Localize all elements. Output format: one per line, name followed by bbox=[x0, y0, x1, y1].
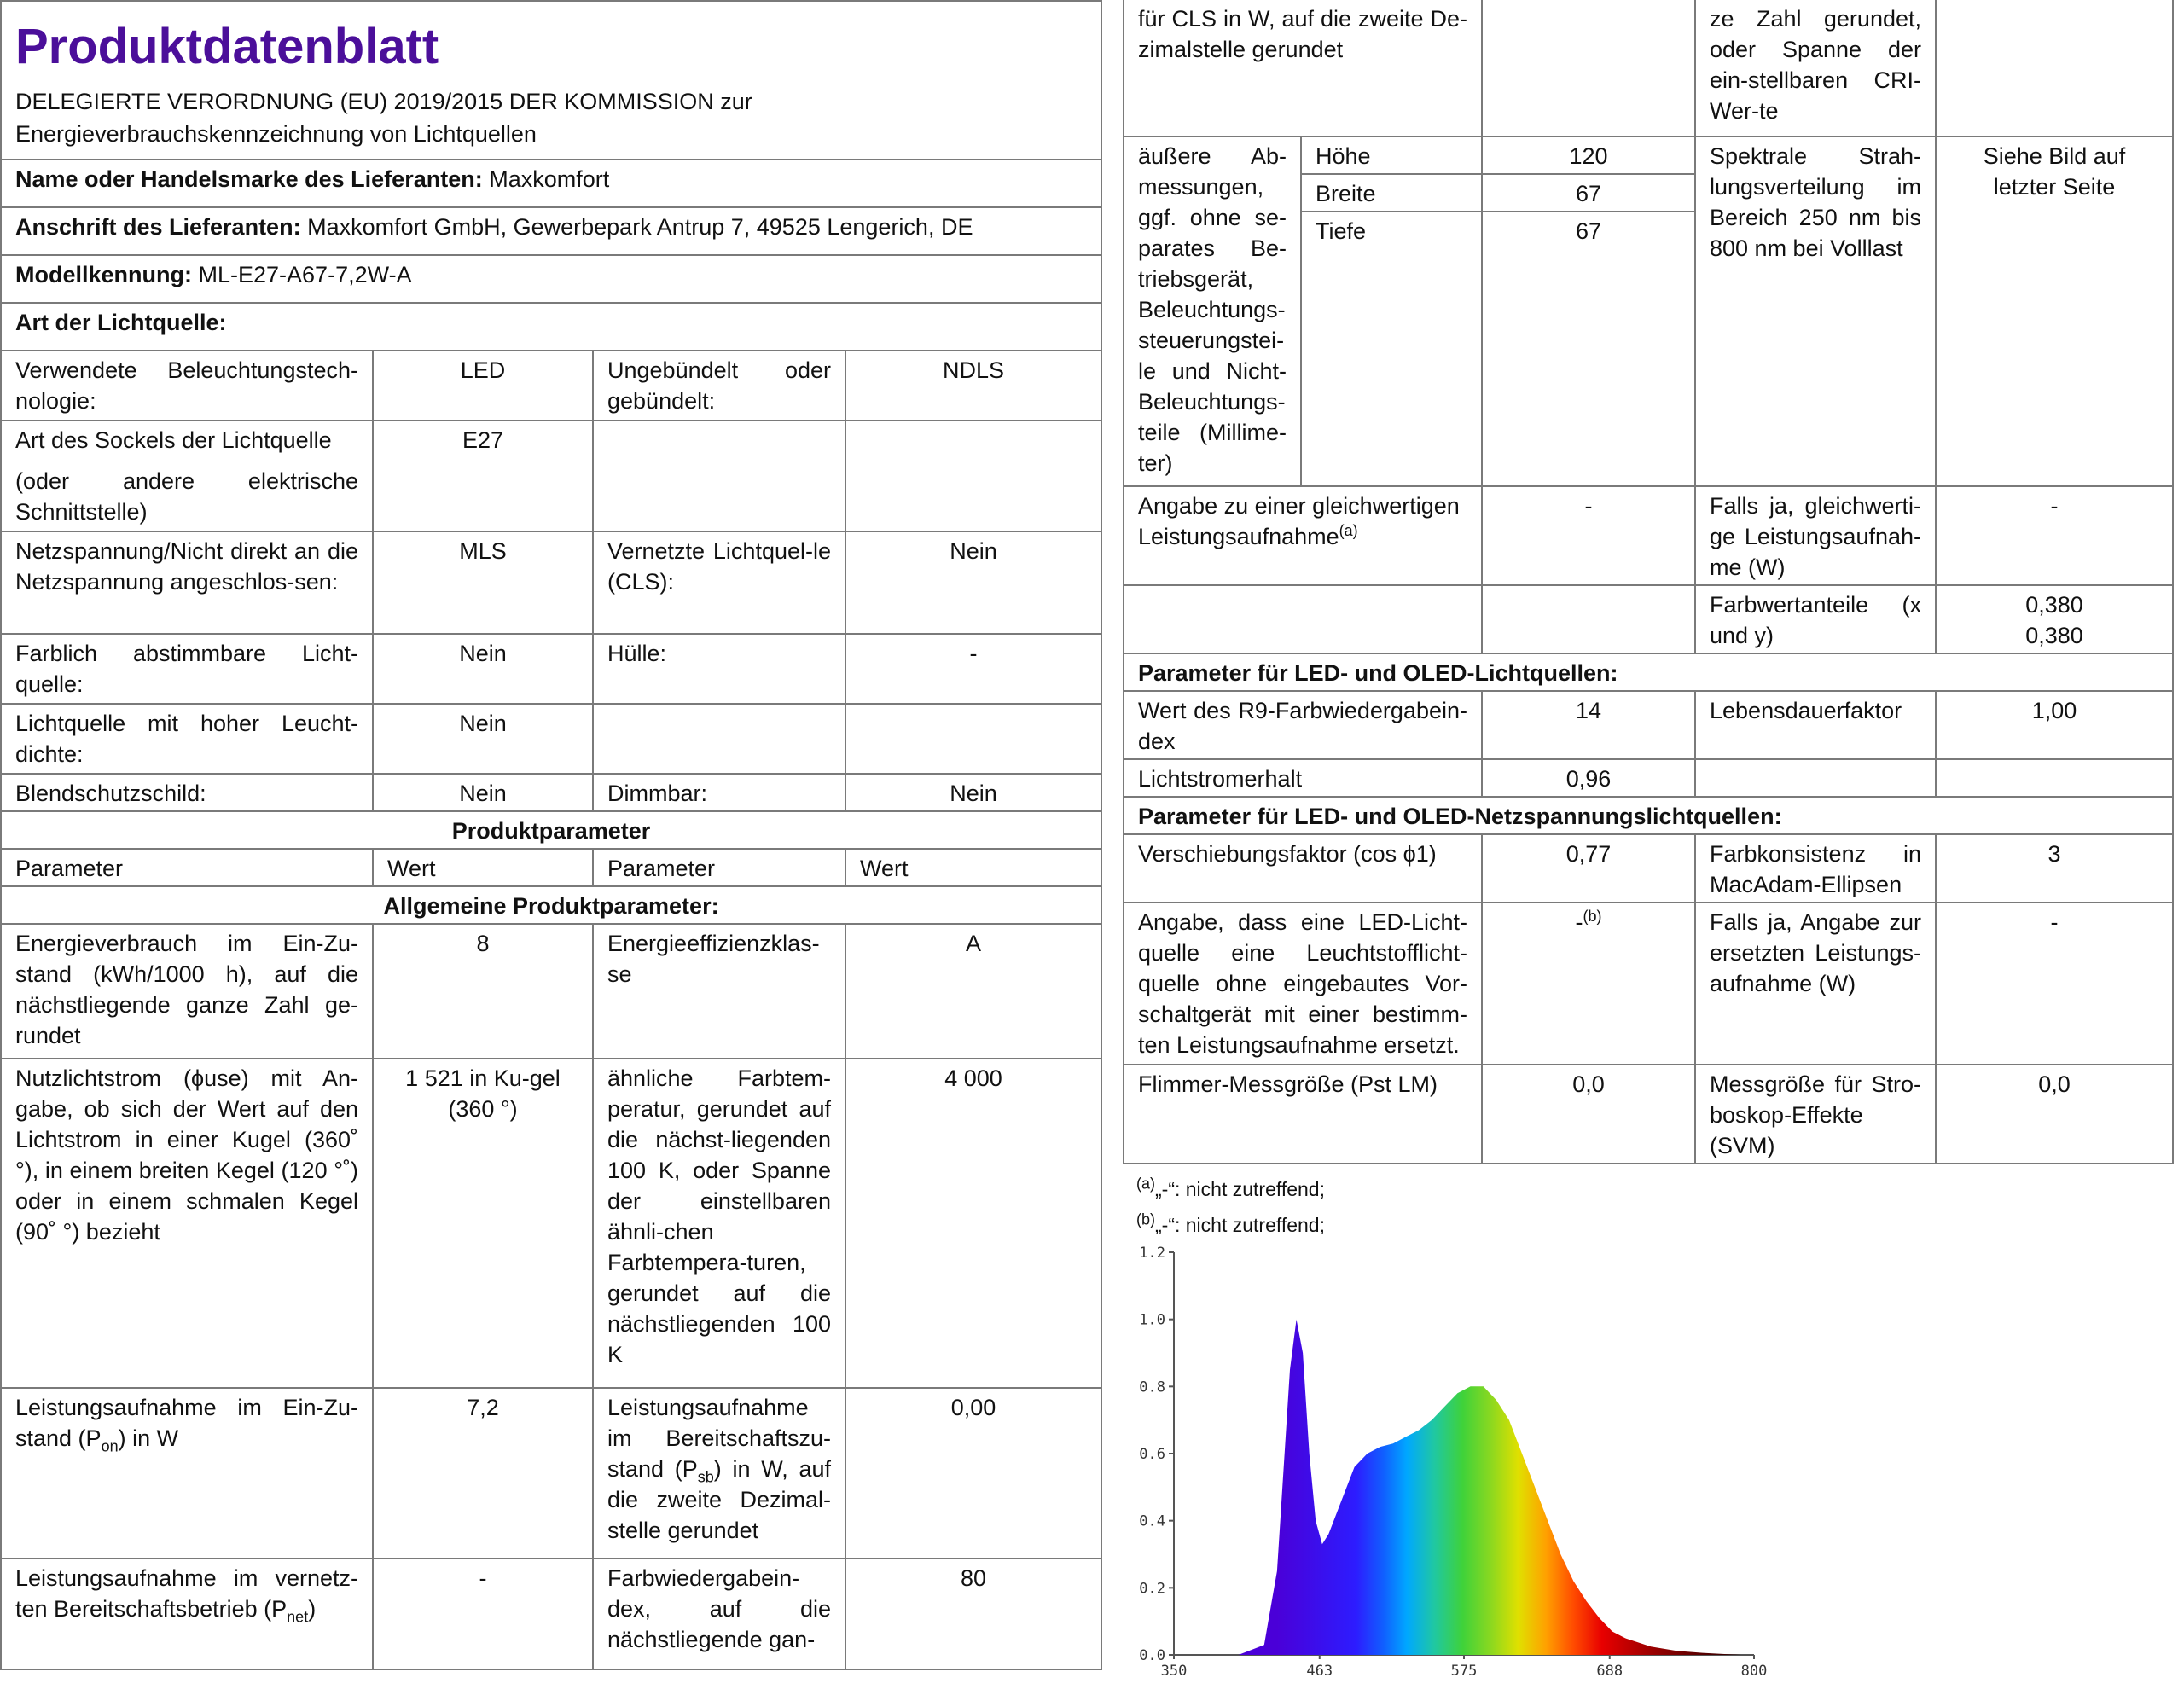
tech-row bbox=[1, 351, 1101, 421]
flicker-label: Flimmer-Messgröße (Pst LM) bbox=[1124, 1065, 1482, 1164]
replace-mark: (b) bbox=[1583, 908, 1602, 925]
svm-value: 0,0 bbox=[1936, 1065, 2173, 1164]
col-value-2: Wert bbox=[845, 849, 1101, 886]
light-type-heading-row bbox=[1, 303, 1101, 351]
y-tick-label: 0.2 bbox=[1139, 1580, 1165, 1598]
hull-label: Hülle: bbox=[593, 634, 845, 704]
highlum-empty-1 bbox=[593, 704, 845, 774]
x-tick-label: 800 bbox=[1740, 1663, 1768, 1680]
y-tick-label: 0.0 bbox=[1139, 1647, 1165, 1664]
product-params-heading-row bbox=[1, 811, 1101, 849]
highlum-row bbox=[1, 704, 1101, 774]
left-column bbox=[0, 0, 1101, 1670]
model-row bbox=[1, 255, 1101, 303]
height-value: 120 bbox=[1482, 136, 1695, 174]
psb-label-b: ) in W, auf die zweite Dezimal-stelle gerundet bbox=[607, 1456, 831, 1543]
col-param-2: Parameter bbox=[593, 849, 845, 886]
y-tick-label: 1.0 bbox=[1139, 1311, 1165, 1329]
x-tick-label: 463 bbox=[1306, 1663, 1333, 1680]
psb-label bbox=[593, 1388, 845, 1559]
equiv-yes-label: Falls ja, gleichwerti-ge Leistungsaufnah-me (W) bbox=[1695, 486, 1936, 585]
general-heading: Allgemeine Produktparameter: bbox=[1, 886, 1101, 924]
pon-sub: on bbox=[101, 1437, 119, 1455]
right-column bbox=[1123, 0, 2172, 1243]
glare-row bbox=[1, 774, 1101, 811]
bundled-label: Ungebündelt oder gebündelt: bbox=[593, 351, 845, 421]
model-cell bbox=[1, 255, 1101, 303]
chroma-values bbox=[1936, 585, 2173, 653]
light-type-heading: Art der Lichtquelle: bbox=[1, 303, 1101, 351]
dpf-row bbox=[1124, 834, 2173, 903]
footnote-a-mark: (a) bbox=[1136, 1175, 1155, 1193]
product-params-heading: Produktparameter bbox=[1, 811, 1101, 849]
x-tick-label: 350 bbox=[1160, 1663, 1188, 1680]
macadam-value: 3 bbox=[1936, 834, 2173, 903]
supplier-address-row bbox=[1, 207, 1101, 255]
energy-label: Energieverbrauch im Ein-Zu-stand (kWh/1000 h), auf die nächstliegende ganze Zahl ge-rundet bbox=[1, 924, 373, 1059]
replace-yes-value: - bbox=[1936, 903, 2173, 1065]
spectral-distribution-chart bbox=[1123, 1228, 1788, 1680]
dim-value: Nein bbox=[845, 774, 1101, 811]
cct-value: 4 000 bbox=[845, 1059, 1101, 1388]
param-header-row bbox=[1, 849, 1101, 886]
chroma-label: Farbwertanteile (x und y) bbox=[1695, 585, 1936, 653]
socket-note: (oder andere elektrische Schnittstelle) bbox=[15, 468, 358, 525]
power-row bbox=[1, 1388, 1101, 1559]
glare-label: Blendschutzschild: bbox=[1, 774, 373, 811]
pnet-label bbox=[1, 1559, 373, 1669]
replace-label: Angabe, dass eine LED-Licht-quelle eine Leuchtstofflicht-quelle ohne eingebautes Vor-schaltgerät mit einer bestimm-ten Leistungsaufnahme ersetzt. bbox=[1124, 903, 1482, 1065]
chroma-empty-1 bbox=[1124, 585, 1482, 653]
highlum-value: Nein bbox=[373, 704, 593, 774]
r9-row bbox=[1124, 691, 2173, 759]
tech-value: LED bbox=[373, 351, 593, 421]
mains-row bbox=[1, 531, 1101, 634]
replace-row bbox=[1124, 903, 2173, 1065]
pnet-sub: net bbox=[287, 1608, 309, 1626]
supplier-name-label: Name oder Handelsmarke des Lieferanten: bbox=[15, 166, 483, 192]
pon-value: 7,2 bbox=[373, 1388, 593, 1559]
svm-label: Messgröße für Stro-boskop-Effekte (SVM) bbox=[1695, 1065, 1936, 1164]
spectral-value: Siehe Bild auf letzter Seite bbox=[1936, 136, 2173, 486]
continuation-empty-2 bbox=[1936, 0, 2173, 136]
width-label: Breite bbox=[1301, 174, 1482, 212]
r9-label: Wert des R9-Farbwiedergabein-dex bbox=[1124, 691, 1482, 759]
y-tick-label: 1.2 bbox=[1139, 1245, 1165, 1262]
replace-value: - bbox=[1575, 909, 1583, 935]
socket-cell bbox=[1, 421, 373, 531]
mains-heading-row bbox=[1124, 797, 2173, 834]
footnote-b-text: „-“: nicht zutreffend; bbox=[1155, 1214, 1325, 1236]
highlum-label: Lichtquelle mit hoher Leucht-dichte: bbox=[1, 704, 373, 774]
model-value: ML-E27-A67-7,2W-A bbox=[198, 262, 412, 287]
energy-row bbox=[1, 924, 1101, 1059]
socket-empty-1 bbox=[593, 421, 845, 531]
equiv-label-text: Angabe zu einer gleichwertigen Leistungsaufnahme bbox=[1138, 493, 1460, 549]
cct-label: ähnliche Farbtem-peratur, gerundet auf die nächst-liegenden 100 K, oder Spanne der einstellbaren ähnli-chen Farbtempera-turen, gerundet auf die nächstliegenden 100 K bbox=[593, 1059, 845, 1388]
maint-row bbox=[1124, 759, 2173, 797]
cls-label: Vernetzte Lichtquel-le (CLS): bbox=[593, 531, 845, 634]
hull-value: - bbox=[845, 634, 1101, 704]
supplier-name-row bbox=[1, 160, 1101, 207]
cri-label: Farbwiedergabein-dex, auf die nächstliegende gan- bbox=[593, 1559, 845, 1669]
supplier-name-value: Maxkomfort bbox=[489, 166, 610, 192]
mains-label: Netzspannung/Nicht direkt an die Netzspannung angeschlos-sen: bbox=[1, 531, 373, 634]
cls-value: Nein bbox=[845, 531, 1101, 634]
maint-value: 0,96 bbox=[1482, 759, 1695, 797]
bundled-value: NDLS bbox=[845, 351, 1101, 421]
pon-label-a: Leistungsaufnahme im Ein-Zu-stand (P bbox=[15, 1395, 358, 1451]
energy-value: 8 bbox=[373, 924, 593, 1059]
flicker-value: 0,0 bbox=[1482, 1065, 1695, 1164]
replace-value-cell bbox=[1482, 903, 1695, 1065]
flicker-row bbox=[1124, 1065, 2173, 1164]
depth-value: 67 bbox=[1482, 212, 1695, 486]
mains-heading: Parameter für LED- und OLED-Netzspannungslichtquellen: bbox=[1124, 797, 2173, 834]
spectrum-area bbox=[1174, 1320, 1741, 1655]
regulation-text: DELEGIERTE VERORDNUNG (EU) 2019/2015 DER KOMMISSION zur Energieverbrauchskennzeichnung von Lichtquellen bbox=[15, 89, 752, 147]
class-value: A bbox=[845, 924, 1101, 1059]
pnet-value: - bbox=[373, 1559, 593, 1669]
tunable-label: Farblich abstimmbare Licht-quelle: bbox=[1, 634, 373, 704]
maint-empty-1 bbox=[1695, 759, 1936, 797]
psb-sub: sb bbox=[697, 1468, 714, 1486]
socket-value: E27 bbox=[373, 421, 593, 531]
psb-label-a: Leistungsaufnahme im Bereitschaftszu-stand (P bbox=[607, 1395, 831, 1482]
class-label: Energieeffizienzklas-se bbox=[593, 924, 845, 1059]
tech-label: Verwendete Beleuchtungstech-nologie: bbox=[1, 351, 373, 421]
dims-label: äußere Ab-messungen, ggf. ohne se-parates Be-triebsgerät, Beleuchtungs-steuerungstei-le und Nicht-Beleuchtungs-teile (Millime-ter) bbox=[1124, 136, 1301, 486]
pnet-row bbox=[1, 1559, 1101, 1669]
pon-label bbox=[1, 1388, 373, 1559]
pnet-continuation: für CLS in W, auf die zweite De-zimalstelle gerundet bbox=[1124, 0, 1482, 136]
equiv-row bbox=[1124, 486, 2173, 585]
col-value-1: Wert bbox=[373, 849, 593, 886]
equiv-mark: (a) bbox=[1339, 522, 1358, 539]
glare-value: Nein bbox=[373, 774, 593, 811]
model-label: Modellkennung: bbox=[15, 262, 192, 287]
x-tick-label: 575 bbox=[1450, 1663, 1478, 1680]
title-row bbox=[1, 1, 1101, 160]
cri-continuation: ze Zahl gerundet, oder Spanne der ein-stellbaren CRI-Wer-te bbox=[1695, 0, 1936, 136]
pnet-label-b: ) bbox=[308, 1596, 317, 1622]
col-param-1: Parameter bbox=[1, 849, 373, 886]
led-heading-row bbox=[1124, 653, 2173, 691]
footnote-a-text: „-“: nicht zutreffend; bbox=[1155, 1178, 1325, 1200]
supplier-name-cell bbox=[1, 160, 1101, 207]
left-table bbox=[0, 0, 1102, 1670]
supplier-address-value: Maxkomfort GmbH, Gewerbepark Antrup 7, 49525 Lengerich, DE bbox=[307, 214, 973, 240]
y-tick-label: 0.4 bbox=[1139, 1512, 1165, 1530]
chroma-x: 0,380 bbox=[2025, 592, 2083, 618]
pnet-label-a: Leistungsaufnahme im vernetz-ten Bereitschaftsbetrieb (P bbox=[15, 1565, 358, 1622]
flux-label: Nutzlichtstrom (ϕuse) mit An-gabe, ob sich der Wert auf den Lichtstrom in einer Kugel (360˚ °), in einem breiten Kegel (120 °˚) oder in einem schmalen Kegel (90˚ °) bezieht bbox=[1, 1059, 373, 1388]
socket-row bbox=[1, 421, 1101, 531]
socket-empty-2 bbox=[845, 421, 1101, 531]
supplier-address-cell bbox=[1, 207, 1101, 255]
dpf-value: 0,77 bbox=[1482, 834, 1695, 903]
dim-label: Dimmbar: bbox=[593, 774, 845, 811]
footnote-a bbox=[1136, 1171, 2172, 1207]
width-value: 67 bbox=[1482, 174, 1695, 212]
led-heading: Parameter für LED- und OLED-Lichtquellen: bbox=[1124, 653, 2173, 691]
pon-label-b: ) in W bbox=[118, 1425, 179, 1451]
x-tick-label: 688 bbox=[1596, 1663, 1623, 1680]
tunable-row bbox=[1, 634, 1101, 704]
y-tick-label: 0.8 bbox=[1139, 1379, 1165, 1396]
height-label: Höhe bbox=[1301, 136, 1482, 174]
psb-value: 0,00 bbox=[845, 1388, 1101, 1559]
flux-row bbox=[1, 1059, 1101, 1388]
equiv-label bbox=[1124, 486, 1482, 585]
maint-label: Lichtstromerhalt bbox=[1124, 759, 1482, 797]
height-row bbox=[1124, 136, 2173, 174]
cri-value: 80 bbox=[845, 1559, 1101, 1669]
depth-label: Tiefe bbox=[1301, 212, 1482, 486]
maint-empty-2 bbox=[1936, 759, 2173, 797]
life-label: Lebensdauerfaktor bbox=[1695, 691, 1936, 759]
replace-yes-label: Falls ja, Angabe zur ersetzten Leistungs-aufnahme (W) bbox=[1695, 903, 1936, 1065]
continuation-row bbox=[1124, 0, 2173, 136]
right-table bbox=[1123, 0, 2174, 1164]
highlum-empty-2 bbox=[845, 704, 1101, 774]
macadam-label: Farbkonsistenz in MacAdam-Ellipsen bbox=[1695, 834, 1936, 903]
mains-value: MLS bbox=[373, 531, 593, 634]
r9-value: 14 bbox=[1482, 691, 1695, 759]
flux-value: 1 521 in Ku-gel (360 °) bbox=[373, 1059, 593, 1388]
spectral-label: Spektrale Strah-lungsverteilung im Bereich 250 nm bis 800 nm bei Volllast bbox=[1695, 136, 1936, 486]
socket-label: Art des Sockels der Lichtquelle bbox=[15, 427, 332, 453]
dpf-label: Verschiebungsfaktor (cos ϕ1) bbox=[1124, 834, 1482, 903]
equiv-value: - bbox=[1482, 486, 1695, 585]
chroma-empty-2 bbox=[1482, 585, 1695, 653]
chroma-y: 0,380 bbox=[2025, 623, 2083, 648]
general-heading-row bbox=[1, 886, 1101, 924]
y-tick-label: 0.6 bbox=[1139, 1446, 1165, 1463]
supplier-address-label: Anschrift des Lieferanten: bbox=[15, 214, 301, 240]
life-value: 1,00 bbox=[1936, 691, 2173, 759]
title-cell bbox=[1, 1, 1101, 160]
tunable-value: Nein bbox=[373, 634, 593, 704]
continuation-empty-1 bbox=[1482, 0, 1695, 136]
page-title: Produktdatenblatt bbox=[15, 19, 439, 74]
equiv-yes-value: - bbox=[1936, 486, 2173, 585]
footnote-b-mark: (b) bbox=[1136, 1210, 1155, 1228]
chroma-row bbox=[1124, 585, 2173, 653]
